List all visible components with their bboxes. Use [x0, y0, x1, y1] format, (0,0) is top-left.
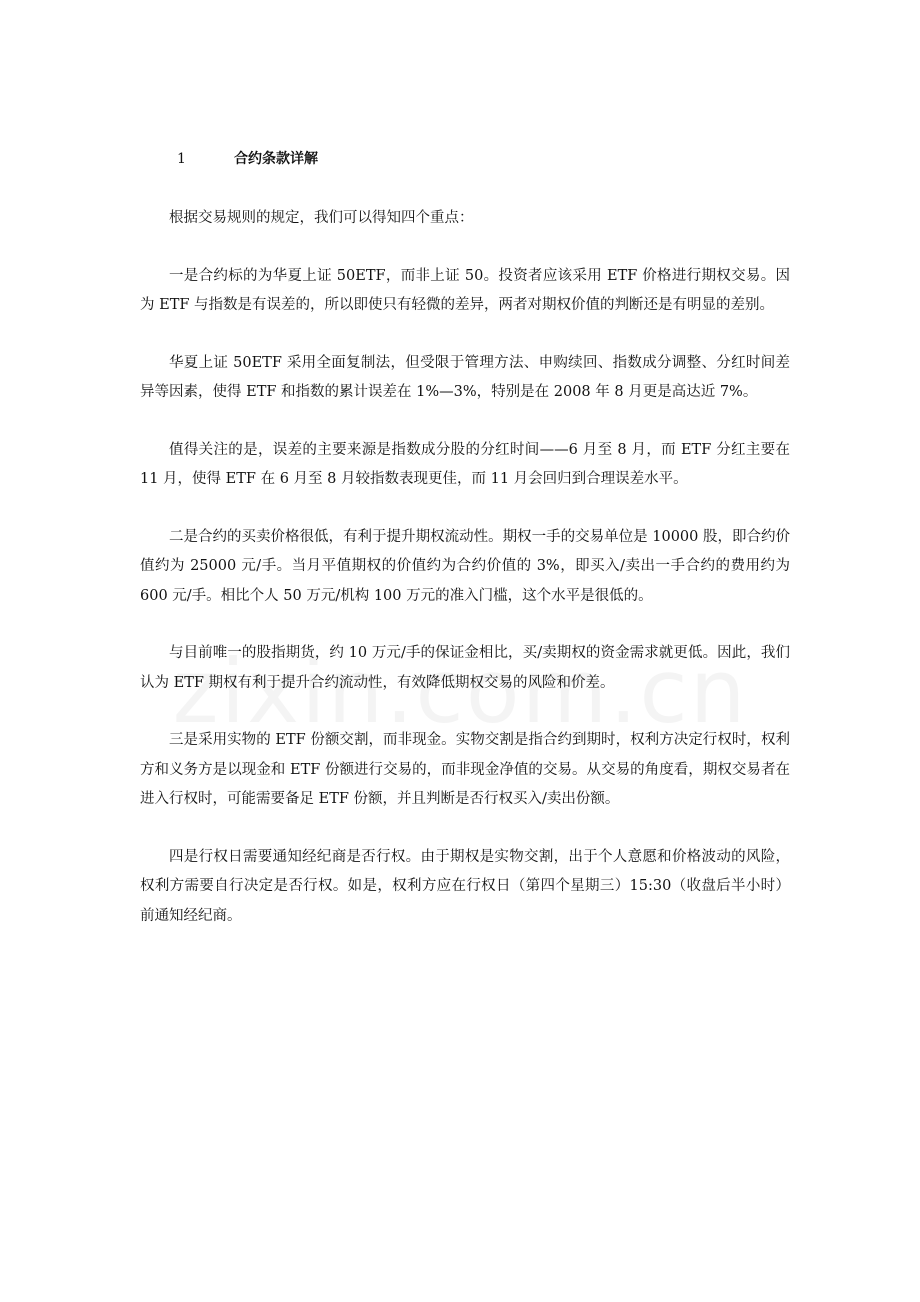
paragraph-point-two: 二是合约的买卖价格很低，有利于提升期权流动性。期权一手的交易单位是 10000 股，即合约价值约为 25000 元/手。当月平值期权的价值约为合约价值的 3%，即买入/卖出一手合约的费用约为 600 元/手。相比个人 50 万元/机构 100 万元的准入门槛，这个水平是很低的。 — [140, 528, 790, 604]
paragraph-futures-compare: 与目前唯一的股指期货，约 10 万元/手的保证金相比，买/卖期权的资金需求就更低。因此，我们认为 ETF 期权有利于提升合约流动性，有效降低期权交易的风险和价差。 — [140, 645, 790, 691]
section-heading — [177, 147, 318, 171]
section-title: 合约条款详解 — [234, 151, 318, 167]
paragraph-point-one: 一是合约标的为华夏上证 50ETF，而非上证 50。投资者应该采用 ETF 价格进行期权交易。因为 ETF 与指数是有误差的，所以即使只有轻微的差异，两者对期权价值的判断还是有明显的差别。 — [140, 267, 790, 313]
paragraph-intro: 根据交易规则的规定，我们可以得知四个重点： — [169, 210, 474, 226]
paragraph-error-source: 值得关注的是，误差的主要来源是指数成分股的分红时间——6 月至 8 月，而 ETF 分红主要在 11 月，使得 ETF 在 6 月至 8 月较指数表现更佳，而 11 月会回归到合理误差水平。 — [140, 441, 790, 487]
document-body — [140, 204, 790, 959]
paragraph-point-three: 三是采用实物的 ETF 份额交割，而非现金。实物交割是指合约到期时，权利方决定行权时，权利方和义务方是以现金和 ETF 份额进行交易的，而非现金净值的交易。从交易的角度看，期权交易者在进入行权时，可能需要备足 ETF 份额，并且判断是否行权买入/卖出份额。 — [140, 732, 790, 807]
paragraph-etf-tracking: 华夏上证 50ETF 采用全面复制法，但受限于管理方法、申购续回、指数成分调整、分红时间差异等因素，使得 ETF 和指数的累计误差在 1%—3%，特别是在 2008 年 8 月更是高达近 7%。 — [140, 354, 790, 400]
paragraph-point-four: 四是行权日需要通知经纪商是否行权。由于期权是实物交割，出于个人意愿和价格波动的风险，权利方需要自行决定是否行权。如是，权利方应在行权日（第四个星期三）15:30（收盘后半小时）前通知经纪商。 — [140, 848, 790, 924]
section-number: 1 — [177, 151, 186, 167]
